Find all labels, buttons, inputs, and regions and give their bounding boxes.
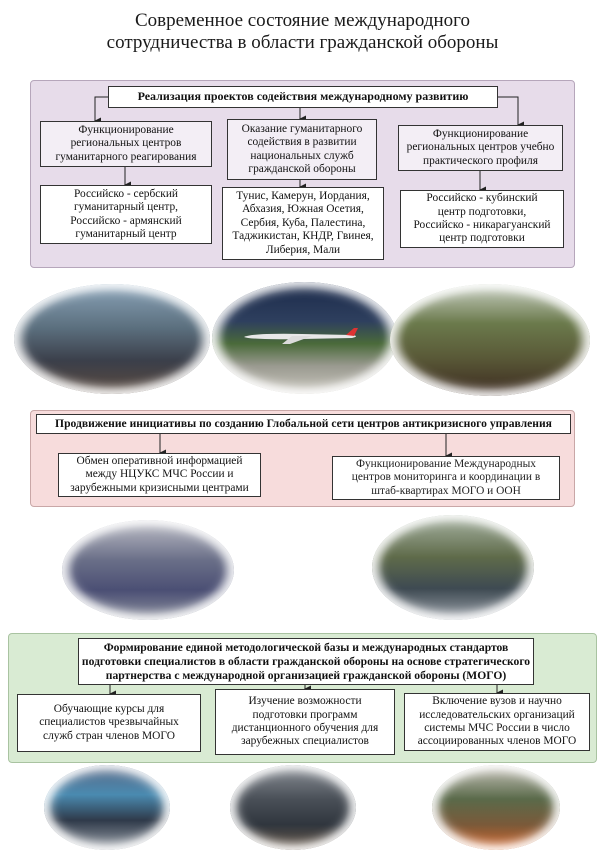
training-courses-box: Обучающие курсы для специалистов чрезвычайных служб стран членов МОГО [17, 694, 201, 752]
russian-cuban-nicaraguan-centers-box: Российско - кубинский центр подготовки, Российско - никарагуанский центр подготовки [400, 190, 564, 248]
photo-soldiers-training [390, 284, 590, 396]
countries-list-box: Тунис, Камерун, Иордания, Абхазия, Южная Осетия, Сербия, Куба, Палестина, Таджикистан, КНДР, Гвинея, Либерия, Мали [222, 187, 384, 260]
airplane-icon [242, 327, 362, 345]
photo-group-at-computer [372, 515, 534, 620]
photo-control-room [44, 765, 170, 850]
photo-operator-at-console [62, 520, 234, 620]
humanitarian-assistance-box: Оказание гуманитарного содействия в развитии национальных служб гражданской обороны [227, 119, 377, 180]
photo-rescue-training [230, 765, 356, 850]
section2-header: Продвижение инициативы по созданию Глобальной сети центров антикризисного управления [36, 414, 571, 434]
regional-humanitarian-centers-box: Функционирование региональных центров гуманитарного реагирования [40, 121, 212, 167]
distance-learning-box: Изучение возможности подготовки программ дистанционного обучения для зарубежных специалистов [215, 689, 395, 755]
photo-rescuer-with-children [14, 284, 210, 394]
photo-equipment-lineup [432, 765, 560, 850]
associated-members-box: Включение вузов и научно исследовательских организаций системы МЧС России в число ассоциированных членов МОГО [404, 693, 590, 751]
page-title: Современное состояние международного сотрудничества в области гражданской обороны [106, 10, 499, 53]
international-monitoring-centers-box: Функционирование Международных центров мониторинга и координации в штаб-квартирах МОГО и ООН [332, 456, 560, 500]
regional-training-centers-box: Функционирование региональных центров учебно практического профиля [398, 125, 563, 171]
russian-serbian-armenian-centers-box: Российско - сербский гуманитарный центр, Российско - армянский гуманитарный центр [40, 185, 212, 244]
photo-cargo-airplane [212, 282, 397, 394]
section1-header: Реализация проектов содействия международному развитию [108, 86, 498, 108]
operational-info-exchange-box: Обмен оперативной информацией между НЦУКС МЧС России и зарубежными кризисными центрами [58, 453, 261, 497]
section3-header: Формирование единой методологической базы и международных стандартов подготовки специалистов в области гражданской обороны на основе стратегического партнерства с международной организацией гражданской обороны (МОГО) [78, 638, 534, 685]
